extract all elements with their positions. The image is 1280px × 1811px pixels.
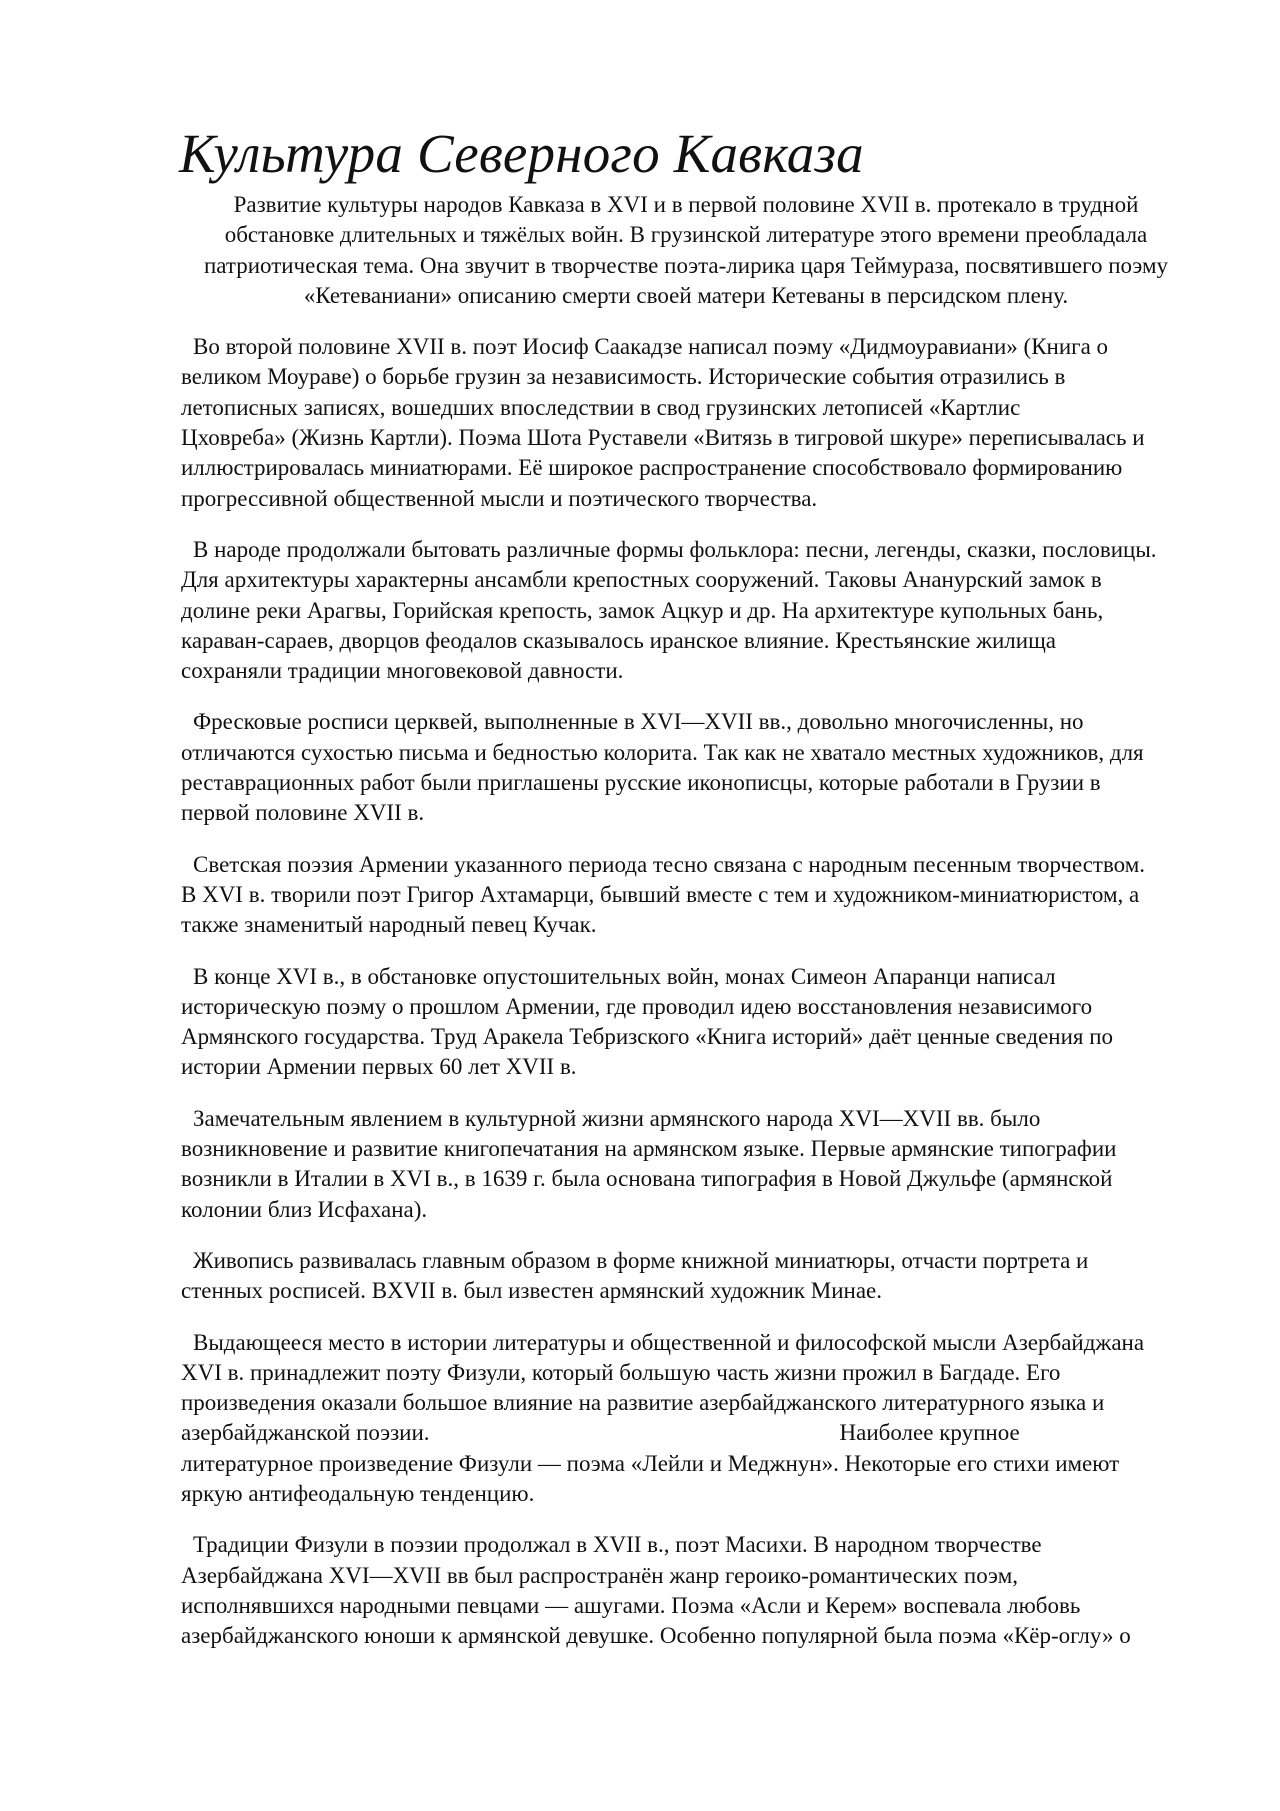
paragraph xyxy=(181,1246,1191,1307)
text-line-split xyxy=(181,1418,1191,1448)
paragraph xyxy=(181,535,1191,686)
text-line: Замечательным явлением в культурной жизни армянского народа XVI—XVII вв. было xyxy=(193,1105,1041,1131)
text-line: долине реки Арагвы, Горийская крепость, замок Ацкур и др. На архитектуре купольных бань, xyxy=(181,597,1104,623)
text-line: Развитие культуры народов Кавказа в XVI и в первой половине XVII в. протекало в трудной xyxy=(233,192,1139,217)
text-line: сохраняли традиции многовековой давности. xyxy=(181,658,624,684)
text-line: прогрессивной общественной мысли и поэтического творчества. xyxy=(181,485,818,511)
text-line: азербайджанского юноши к армянской девушке. Особенно популярной была поэма «Кёр-оглу» о xyxy=(181,1623,1131,1649)
text-line: караван-сараев, дворцов феодалов сказывалось иранское влияние. Крестьянские жилища xyxy=(181,627,1057,653)
text-line: великом Моураве) о борьбе грузин за независимость. Исторические события отразились в xyxy=(181,364,1066,390)
text-line: первой половине XVII в. xyxy=(181,800,425,826)
text-line: XVI в. принадлежит поэту Физули, который большую часть жизни прожил в Багдаде. Его xyxy=(181,1359,1061,1385)
text-line: реставрационных работ были приглашены русские иконописцы, которые работали в Грузии в xyxy=(181,770,1101,796)
text-line: произведения оказали большое влияние на развитие азербайджанского литературного языка и xyxy=(181,1390,1105,1416)
paragraph xyxy=(181,332,1191,514)
split-right: Наиболее крупное xyxy=(839,1420,1020,1446)
text-line: истории Армении первых 60 лет XVII в. xyxy=(181,1054,577,1080)
text-line: колонии близ Исфахана). xyxy=(181,1196,428,1222)
paragraph xyxy=(181,1328,1191,1510)
text-line: патриотическая тема. Она звучит в творчестве поэта-лирика царя Теймураза, посвятившего поэму xyxy=(203,252,1169,278)
text-line: возникновение и развитие книгопечатания на армянском языке. Первые армянские типографии xyxy=(181,1136,1117,1162)
text-line: отличаются сухостью письма и бедностью колорита. Так как не хватало местных художников, для xyxy=(181,739,1144,765)
text-line: Армянского государства. Труд Аракела Тебризского «Книга историй» даёт ценные сведения по xyxy=(181,1024,1114,1050)
paragraph xyxy=(181,1530,1191,1651)
text-line: иллюстрировалась миниатюрами. Её широкое распространение способствовало формированию xyxy=(181,455,1123,481)
paragraph xyxy=(181,850,1191,941)
text-line: Фресковые росписи церквей, выполненные в XVI—XVII вв., довольно многочисленны, но xyxy=(193,709,1084,735)
text-line: исполнявшихся народными певцами — ашугами. Поэма «Асли и Керем» воспевала любовь xyxy=(181,1592,1081,1618)
text-line: обстановке длительных и тяжёлых войн. В грузинской литературе этого времени преобладала xyxy=(224,222,1148,248)
text-line: историческую поэму о прошлом Армении, где проводил идею восстановления независимого xyxy=(181,993,1093,1019)
text-line: Выдающееся место в истории литературы и общественной и философской мысли Азербайджана xyxy=(193,1329,1145,1355)
text-line: Азербайджана XVI—XVII вв был распространён жанр героико-романтических поэм, xyxy=(181,1562,1018,1588)
text-line: В народе продолжали бытовать различные формы фольклора: песни, легенды, сказки, пословицы. xyxy=(193,536,1157,562)
text-line: Светская поэзия Армении указанного периода тесно связана с народным песенным творчеством. xyxy=(193,851,1146,877)
text-line: В XVI в. творили поэт Григор Ахтамарци, бывший вместе с тем и художником-миниатюристом, а xyxy=(181,881,1140,907)
paragraph xyxy=(181,962,1191,1083)
text-line: летописных записях, вошедших впоследствии в свод грузинских летописей «Картлис xyxy=(181,394,1021,420)
text-line: также знаменитый народный певец Кучак. xyxy=(181,912,597,938)
text-line: «Кетеваниани» описанию смерти своей матери Кетеваны в персидском плену. xyxy=(303,282,1069,308)
text-line: Для архитектуры характерны ансамбли крепостных сооружений. Таковы Ананурский замок в xyxy=(181,567,1102,593)
page-title: Культура Северного Кавказа xyxy=(179,123,864,184)
text-line: В конце XVI в., в обстановке опустошительных войн, монах Симеон Апаранци написал xyxy=(193,963,1056,989)
text-line: яркую антифеодальную тенденцию. xyxy=(181,1480,535,1506)
text-line: возникли в Италии в XVI в., в 1639 г. была основана типография в Новой Джульфе (армянской xyxy=(181,1166,1113,1192)
document-page xyxy=(181,120,1191,1672)
text-line: Традиции Физули в поэзии продолжал в XVII в., поэт Масихи. В народном творчестве xyxy=(193,1532,1042,1558)
paragraph xyxy=(181,707,1191,828)
paragraph xyxy=(181,1104,1191,1225)
paragraph-intro xyxy=(181,190,1191,311)
text-line: Цховреба» (Жизнь Картли). Поэма Шота Руставели «Витязь в тигровой шкуре» переписывалась и xyxy=(181,425,1145,451)
text-line: Во второй половине XVII в. поэт Иосиф Саакадзе написал поэму «Дидмоуравиани» (Книга о xyxy=(193,334,1109,360)
text-line: Живопись развивалась главным образом в форме книжной миниатюры, отчасти портрета и xyxy=(193,1247,1089,1273)
split-left: азербайджанской поэзии. xyxy=(181,1420,430,1446)
text-line: стенных росписей. ВXVII в. был известен армянский художник Минае. xyxy=(181,1278,883,1304)
text-line: литературное произведение Физули — поэма «Лейли и Меджнун». Некоторые его стихи имеют xyxy=(181,1450,1120,1476)
